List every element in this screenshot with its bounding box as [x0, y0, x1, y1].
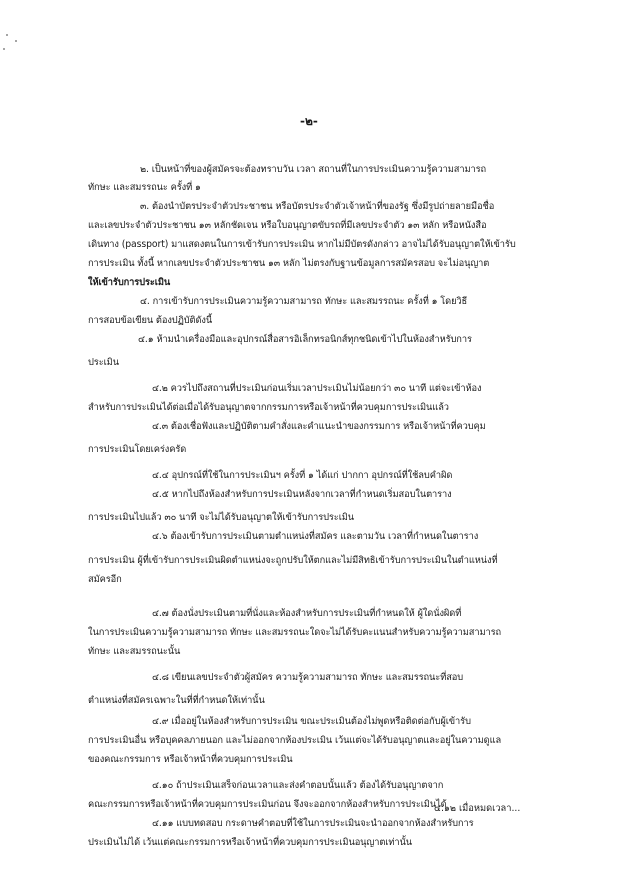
- paragraph-line: ให้เข้ารับการประเมิน: [88, 277, 171, 288]
- paragraph-line: ๔.๓ ต้องเชื่อฟังและปฏิบัติตามคำสั่งและคำแนะนำของกรรมการ หรือเจ้าหน้าที่ควบคุม: [152, 421, 486, 432]
- paragraph-line: สำหรับการประเมินได้ต่อเมื่อได้รับอนุญาตจากกรรมการหรือเจ้าหน้าที่ควบคุมการประเมินแล้ว: [88, 402, 449, 413]
- paragraph-line: ๒. เป็นหน้าที่ของผู้สมัครจะต้องทราบวัน เวลา สถานที่ในการประเมินความรู้ความสามารถ: [140, 164, 487, 175]
- paragraph-line: ๔.๖ ต้องเข้ารับการประเมินตามตำแหน่งที่สมัคร และตามวัน เวลาที่กำหนดในตาราง: [152, 531, 479, 542]
- paragraph-line: ๔.๗ ต้องนั่งประเมินตามที่นั่งและห้องสำหรับการประเมินที่กำหนดให้ ผู้ใดนั่งผิดที่: [152, 608, 462, 619]
- paragraph-line: ประเมิน: [88, 357, 119, 368]
- paragraph-line: ๔.๔ อุปกรณ์ที่ใช้ในการประเมินฯ ครั้งที่ ๑ ได้แก่ ปากกา อุปกรณ์ที่ใช้ลบคำผิด: [152, 470, 453, 481]
- paragraph-line: ๔.๒ ควรไปถึงสถานที่ประเมินก่อนเริ่มเวลาประเมินไม่น้อยกว่า ๓๐ นาที แต่จะเข้าห้อง: [152, 383, 482, 394]
- paragraph-line: ๔.๕ หากไปถึงห้องสำหรับการประเมินหลังจากเวลาที่กำหนดเริ่มสอบในตาราง: [152, 489, 452, 500]
- paragraph-line: ตำแหน่งที่สมัครเฉพาะในที่ที่กำหนดให้เท่านั้น: [88, 695, 265, 706]
- paragraph-line: และเลขประจำตัวประชาชน ๑๓ หลักชัดเจน หรือใบอนุญาตขับรถที่มีเลขประจำตัว ๑๓ หลัก หรือหนังสือ: [88, 220, 487, 231]
- paragraph-line: ๔.๑๐ ถ้าประเมินเสร็จก่อนเวลาและส่งคำตอบนั้นแล้ว ต้องได้รับอนุญาตจาก: [152, 780, 444, 791]
- paragraph-line: ประเมินไม่ได้ เว้นแต่คณะกรรมการหรือเจ้าหน้าที่ควบคุมการประเมินอนุญาตเท่านั้น: [88, 837, 413, 848]
- paragraph-line: การประเมินไปแล้ว ๓๐ นาที จะไม่ได้รับอนุญาตให้เข้ารับการประเมิน: [88, 512, 355, 523]
- paragraph-line: ๓. ต้องนำบัตรประจำตัวประชาชน หรือบัตรประจำตัวเจ้าหน้าที่ของรัฐ ซึ่งมีรูปถ่ายลายมือชื่อ: [140, 201, 495, 212]
- paragraph-line: การประเมิน ผู้ที่เข้ารับการประเมินผิดตำแหน่งจะถูกปรับให้ตกและไม่มีสิทธิเข้ารับการประเมินในตำแหน่งที่: [88, 555, 498, 566]
- scan-speck: [6, 34, 8, 36]
- paragraph-line: ๔.๑๑ แบบทดสอบ กระดาษคำตอบที่ใช้ในการประเมินจะนำออกจากห้องสำหรับการ: [152, 818, 474, 829]
- continuation-footer: ๔.๑๒ เมื่อหมดเวลา...: [434, 803, 521, 814]
- paragraph-line: คณะกรรมการหรือเจ้าหน้าที่ควบคุมการประเมินก่อน จึงจะออกจากห้องสำหรับการประเมินได้: [88, 799, 447, 810]
- paragraph-line: เดินทาง (passport) มาแสดงตนในการเข้ารับการประเมิน หากไม่มีบัตรดังกล่าว อาจไม่ได้รับอนุญาตให้เข้ารับ: [88, 239, 516, 250]
- paragraph-line: การประเมิน ทั้งนี้ หากเลขประจำตัวประชาชน ๑๓ หลัก ไม่ตรงกับฐานข้อมูลการสมัครสอบ จะไม่อนุญาต: [88, 258, 490, 269]
- paragraph-line: ๔.๘ เขียนเลขประจำตัวผู้สมัคร ความรู้ความสามารถ ทักษะ และสมรรถนะที่สอบ: [152, 672, 464, 683]
- scan-speck: [15, 40, 17, 42]
- paragraph-line: ๔. การเข้ารับการประเมินความรู้ความสามารถ ทักษะ และสมรรถนะ ครั้งที่ ๑ โดยวิธี: [140, 296, 468, 307]
- paragraph-line: ทักษะ และสมรรถนะนั้น: [88, 646, 181, 657]
- scan-speck: [3, 48, 5, 50]
- paragraph-line: ในการประเมินความรู้ความสามารถ ทักษะ และสมรรถนะใดจะไม่ได้รับคะแนนสำหรับความรู้ความสามารถ: [88, 627, 502, 638]
- paragraph-line: ๔.๙ เมื่ออยู่ในห้องสำหรับการประเมิน ขณะประเมินต้องไม่พูดหรือติดต่อกับผู้เข้ารับ: [152, 716, 471, 727]
- paragraph-line: สมัครอีก: [88, 574, 122, 585]
- paragraph-line: การประเมินอื่น หรือบุคคลภายนอก และไม่ออกจากห้องประเมิน เว้นแต่จะได้รับอนุญาตและอยู่ในความดูแล: [88, 735, 502, 746]
- paragraph-line: ทักษะ และสมรรถนะ ครั้งที่ ๑: [88, 182, 201, 193]
- page-number: -๒-: [300, 114, 318, 128]
- paragraph-line: การสอบข้อเขียน ต้องปฏิบัติดังนี้: [88, 315, 213, 326]
- paragraph-line: ๔.๑ ห้ามนำเครื่องมือและอุปกรณ์สื่อสารอิเล็กทรอนิกส์ทุกชนิดเข้าไปในห้องสำหรับการ: [138, 334, 472, 345]
- paragraph-line: ของคณะกรรมการ หรือเจ้าหน้าที่ควบคุมการประเมิน: [88, 754, 293, 765]
- paragraph-line: การประเมินโดยเคร่งครัด: [88, 444, 187, 455]
